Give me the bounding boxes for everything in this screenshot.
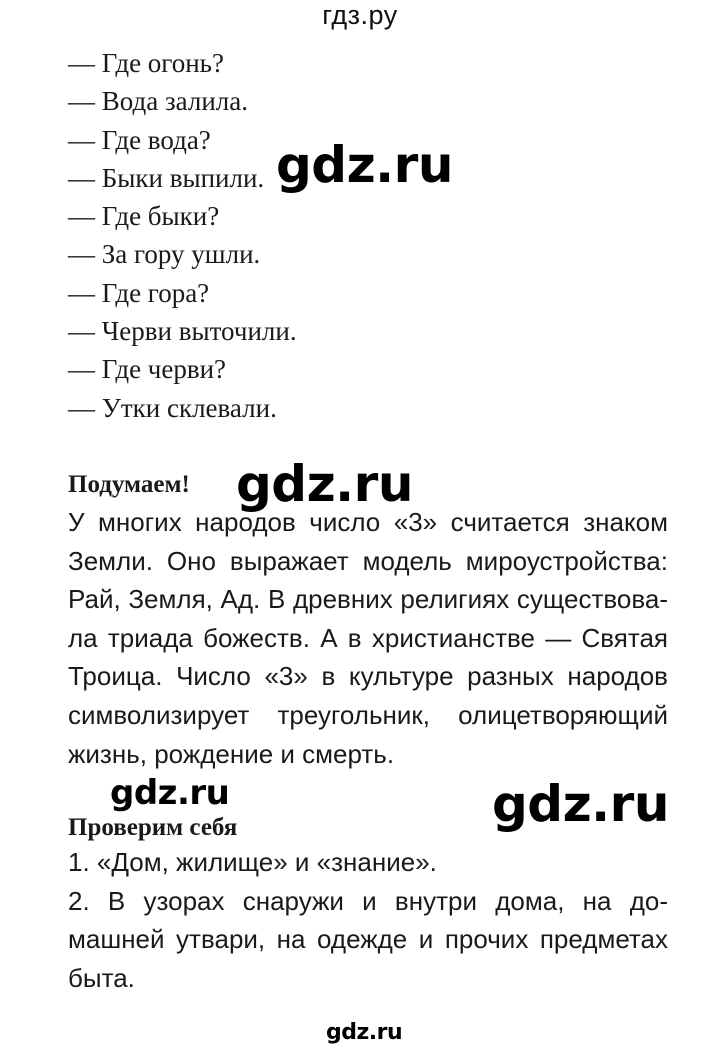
watermark: gdz.ru: [276, 136, 453, 194]
dialog-poem: [68, 44, 668, 427]
site-header: гдз.ру: [322, 0, 398, 30]
answer-line: 1. «Дом, жилище» и «знание».: [68, 847, 437, 877]
paragraph-line: символизирует треугольник, олицетворяющий: [68, 699, 668, 730]
dialog-line: — За гору ушли.: [68, 239, 261, 270]
dialog-line: — Где огонь?: [68, 48, 224, 78]
dialog-line: — Где черви?: [68, 354, 227, 385]
dialog-line: — Где быки?: [68, 201, 220, 232]
dialog-line: — Черви выточили.: [68, 316, 297, 347]
answer-line: машней утвари, на одежде и прочих предметах: [68, 924, 668, 954]
dialog-line: — Где вода?: [68, 124, 211, 155]
dialog-line: — Быки выпили.: [68, 162, 265, 193]
paragraph-line: Троица. Число «3» в культуре разных народов: [68, 661, 668, 692]
dialog-line: — Вода залила.: [68, 86, 248, 117]
watermark: gdz.ru: [110, 773, 230, 813]
think-paragraph: [68, 503, 668, 773]
dialog-line: — Утки склевали.: [68, 392, 277, 423]
paragraph-line: Рай, Земля, Ад. В древних религиях существова-: [68, 584, 668, 615]
watermark: gdz.ru: [236, 455, 413, 513]
watermark: gdz.ru: [326, 1020, 403, 1045]
check-title: Проверим себя: [68, 814, 238, 841]
think-title: Подумаем!: [68, 471, 190, 498]
answer-line: 2. В узорах снаружи и внутри дома, на до-: [68, 885, 668, 916]
paragraph-line: ла триада божеств. А в христианстве — Святая: [68, 622, 668, 653]
watermark: gdz.ru: [492, 775, 669, 833]
dialog-line: — Где гора?: [68, 277, 210, 308]
paragraph-line: У многих народов число «3» считается знаком: [68, 507, 668, 537]
check-answers: [68, 843, 668, 997]
paragraph-line: жизнь, рождение и смерть.: [68, 738, 395, 769]
paragraph-line: Земли. Оно выражает модель мироустройства:: [68, 545, 668, 576]
answer-line: быта.: [68, 962, 135, 993]
